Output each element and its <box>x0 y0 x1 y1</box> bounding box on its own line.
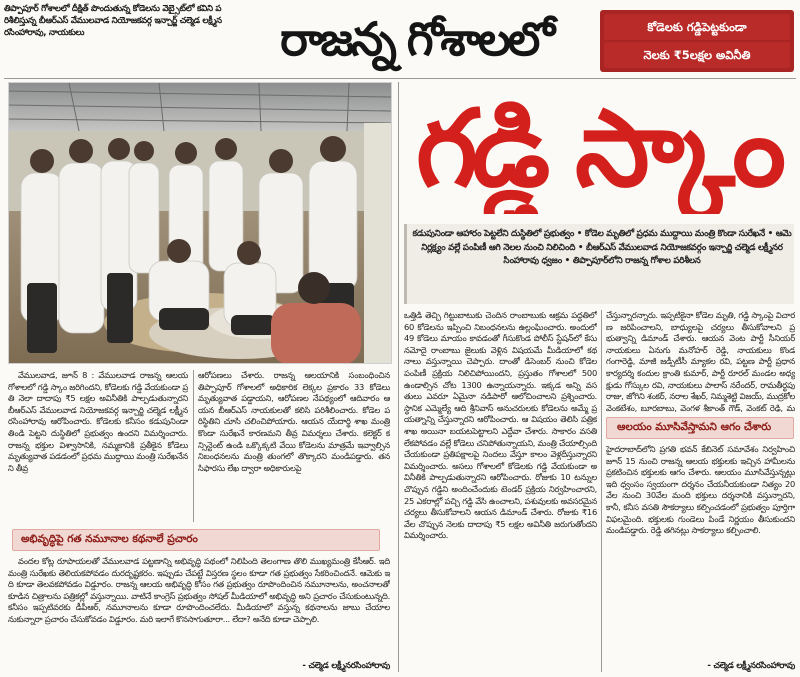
article-column-4 <box>606 310 795 412</box>
article-paragraph: హైదరాబాద్‌లోని ప్రగతి భవన్ కేబినెట్ సమావేశం నిర్వహించి జూన్ 15 నుంచి రాజన్న ఆలయ భక్తులకు ఇచ్చిన హామీలను ప్రకటించిన భక్తులకు ఆగం చేశారు. ఆలయం మూసివేస్తున్నట్లు ఇది ధ్వంసం స్వయంగా దర్శనం చేయనీయకుండా నిత్యం 20వేల నుంచి 30వేల మంది భక్తులు దర్శనానికి వస్తున్నారని, కానీ, కనీస వసతి సౌకర్యాలు కల్పించడంలో ప్రభుత్వం పూర్తిగా విఫలమైంది. భక్తులకు గుండెలు పిండే నిర్ణయం తీసుకుందని మండిపడ్డారు. రెడ్డి తగినట్లు సాకర్యాలు కల్పించాలి. <box>606 444 795 536</box>
article-column-3 <box>404 310 597 672</box>
article-paragraph: వేములవాడ, జూన్ 8 : వేములవాడ రాజన్న ఆలయ గోశాలలో గడ్డి స్కాం జరిగిందని, కోడెలకు గడ్డి వేయకుండా ప్రతి నెలా దాదాపు ₹5 లక్షల అవినీతికి పాల్పడుతున్నారని బీఆర్ఎస్ వేములవాడ నియోజకవర్గ ఇన్చార్జి చల్మెడ లక్ష్మీనరసింహారావు ఆరోపించారు. కోడెలకు కనీసం కడుపునిండా తిండి పెట్టని దుస్థితిలో ప్రభుత్వం ఉందని విమర్శించారు. రాజన్న భక్తుల విశ్వాసానికి, నమ్మకానికి ప్రతీకైన కోడెలు మృత్యువాత పడడంలో ప్రధమ ముద్దాయి మంత్రి సురేఖనేనని తీవ్ర <box>8 370 188 473</box>
byline-left: - చల్మెడ లక్ష్మీనరసింహారావు <box>302 661 390 671</box>
headline-top: రాజన్న గోశాలలో <box>280 12 552 66</box>
article-paragraph: వందల కోట్ల రూపాయలతో వేములవాడ పట్టణాన్ని అభివృద్ధి పథంలో నిలిపింది తెలంగాణ తొలి ముఖ్యమంత్రి కేసీఆర్. ఇది మంత్రి సురేఖకు తెలియకపోవడం దురదృష్టకరం. ఇప్పుడు చేపట్టే విస్తరణ స్థలం కూడా గత ప్రభుత్వం సేకరించిందనే. ఆమెకు ఇది కూడా తెలవకపోవడం విడ్డూరం. రాజన్న ఆలయ అభివృద్ధి కోసం గత ప్రభుత్వం రూపొందించిన నమూనాలను, అంచనాలతో కూడిన చిత్రాలను పత్రికల్లో వస్తున్నాయి. వాటినే కాంగ్రెస్ ప్రభుత్వం సోషల్ మీడియాలో అభివృద్ధి అని ప్రచారం చేసుకుంటున్నది. కనీసం ఇప్పటివరకు డీపీఆర్, నమూనాలను కూడా రూపొందించలేదు. మీడియాలో వస్తున్న కథనాలను జాబు చేయాలనుకున్నారా ప్రచారం చేసుకోవడం విడ్డూరం. మరి ఇలాగే కొనసాగుతూరా... లేదా? అనేది కూడా చెప్పాలి. <box>8 556 390 624</box>
deck-line-1: కోడెలకు గడ్డిపెట్టకుండా <box>604 14 790 40</box>
column-rule-main <box>398 82 399 672</box>
deck-box <box>600 10 794 72</box>
quote-text: కడుపునిండా ఆహారం పెట్టలేని దుస్థితిలో ప్రభుత్వం • కోడెల మృతిలో ప్రధమ ముద్దాయి మంత్రి కొండా సురేఖనే • ఆమె నిర్లక్ష్యం వల్లే పంపిణీ ఆగి నెలల నుంచి నిలిచింది • బీఆర్ఎస్ వేములవాడ నియోజకవర్గం ఇన్చార్జి చల్మెడ లక్ష్మీనరసింహారావు ధ్వజం • తిప్పాపూర్‌లోని రాజన్న గోశాల పరిశీలన <box>412 229 792 267</box>
headline-big: గడ్డి స్కాం <box>415 87 781 210</box>
article-column-2 <box>198 370 390 522</box>
subhead-left <box>12 529 380 551</box>
article-paragraph: చేస్తున్నారన్నారు. ఇప్పటికైనా కోడెల మృతి, గడ్డి స్కాంపై విచారణ జరిపించాలని, బాధ్యులపై చర్యలు తీసుకోవాలని ప్రభుత్వాన్ని డిమాండ్ చేశారు. ఆయన వెంట పార్టీ సీనియర్ నాయకులు ఏనుగు మనోహర్ రెడ్డి, నాయకులు కొండ గంగారెడ్డి, మాజీ జడ్పీటీసీ మ్యాకల రవి, పట్టణ పార్టీ ప్రధాన కార్యదర్శి కందుల క్రాంతి కుమార్, పార్టీ రూరల్ మండల అధ్యక్షుడు గోస్కుల రవి, నాయకులు పాలాస్ నరేందర్, రామతీర్థపు రాజు, జోగిని శంకర్, నరాల శేఖర్, నిమ్మశెట్టి విజయ్, ముద్రకోల వెంకటేశం, బూరబాబు, వెంగళ శ్రీకాంత్ గౌడ్, వెంకట్ రెడ్డి, మ <box>606 310 795 412</box>
article-column-6 <box>8 556 390 656</box>
column-rule <box>193 370 194 522</box>
article-paragraph: ఆరోపణలు చేశారు. రాజన్న ఆలయానికి సంబంధించిన తిప్పాపూర్ గోశాలలో అధికారిక లెక్కల ప్రకారం 33 కోడెలు మృత్యువాత పడ్డాయని, ఆరోపణల నేపథ్యంలో ఆదివారం ఆయన బీఆర్ఎస్ నాయకులతో కలిసి పరిశీలించారు. కోడెల పరిస్థితిని చూసి చలించిపోయారు. ఆయన యేదార్థి శాఖ మంత్రి కొండా సురేఖనే కారణమని తీవ్ర విమర్శలు చేశారు. కలెక్టర్ కన్సిన్టెంట్ ఉండి ఒక్కొక్కటి వేయి కోడెలను మాత్రమే ఇవ్వాల్సిన నిబంధనలను మంత్రి తుంగలో తొక్కారని మండిపడ్డారు. తన సిఫారసు లేఖ ద్వారా అధికారులపై <box>198 370 390 473</box>
news-photo <box>8 82 392 364</box>
masthead-rule <box>4 78 796 79</box>
article-column-5 <box>606 444 795 652</box>
article-paragraph: ఒత్తిడి తెచ్చి గిట్టుబాటుకు చెందిన రాంబాబుకు ఆక్రమ పద్ధతిలో 60 కోడెలను ఇప్పించి నిబంధనలను ఉల్లంఘించారు. అందులో 49 కోడెలు మాయం కావడంతో గీసుకొండ పోలీస్ స్టేషన్‌లో కేసు నమోదై రాంబాబు జైలుకు వెళ్లిన విషయమే మీడియాలో కథనాలు వస్తున్నాయి చెప్పారు. దాంతో డిసెంబర్ నుంచి కోడెల పంపిణీ ప్రక్రియ నిలిచిపోయిందని, ప్రస్తుతం గోశాలలో 500 ఉండాల్సిన చోట 1300 ఉన్నాయన్నారు. ఇక్కడ అన్ని వసతులు ఎవరూ ఏమైనా నడిపారో ఆలోచించాలని ప్రశ్నించారు. స్థానిక ఎమ్మెల్యే ఆది శ్రీనివాస్ అనుచరులకు కోడెలను అమ్మే ప్రయత్నాన్ని చేస్తున్నారని ఆరోపించారు. ఆ విషయం తెలిసి పత్రిక శాఖ అయినా బయటపెట్టాలని ఎద్దేవా చేశారు. సాకారం వసతి లేకపోవడం వల్లే కోడెలు చనిపోతున్నాయని, మంత్రి చేయాల్సింది చేయకుండా ప్రతిపక్షాలపై నిందలు వేస్తూ కాలం వెళ్లదీస్తున్నారని విమర్శించారు. అసలు గోశాలలో కోడెలకు గడ్డి వేయకుండా అవినీతికి పాల్పడుతున్నారని ఆరోపించారు. రోజుకు 10 టన్నుల చొప్పున గడ్డిని అందించేందుకు టెండర్ ప్రక్రియ నిర్వహించారని, 25 ఎకరాల్లో పచ్చి గడ్డి వేసి ఉంచాలని, పశువులకు అవసరమైన చర్యలు తీసుకోవాలని ఆయన డిమాండ్ చేశారు. రోజుకు ₹16 వేల చొప్పున నెలకు దాదాపు ₹5 లక్షల అవినీతి జరుగుతోందని విమర్శించారు. <box>404 310 597 541</box>
article-column-1 <box>8 370 188 522</box>
photo-kicker: తిప్పాపూర్ గోశాలలో దీక్షిత్ పొందుతున్న కోడెలను వెబ్సైట్‌లో కవిని పరిశీలిస్తున్న బీఆర్ఎస్ వేములవాడ నియోజకవర్గ ఇన్చార్జ్ చల్మెడ లక్ష్మీనరసింహారావు, నాయకులు <box>4 4 222 39</box>
deck-line-2: నెలకు ₹5లక్షల అవినీతి <box>604 42 790 68</box>
subhead-right <box>606 417 794 439</box>
subhead-left-label: అభివృద్ధిపై గత నమూనాల కథనాలే ప్రచారం <box>21 533 198 545</box>
subhead-right-label: ఆలయం మూసివేస్తామని ఆగం చేశారు <box>617 421 772 433</box>
column-rule <box>601 310 602 672</box>
byline-right: - చల్మెడ లక్ష్మీనరసింహారావు <box>707 661 795 671</box>
